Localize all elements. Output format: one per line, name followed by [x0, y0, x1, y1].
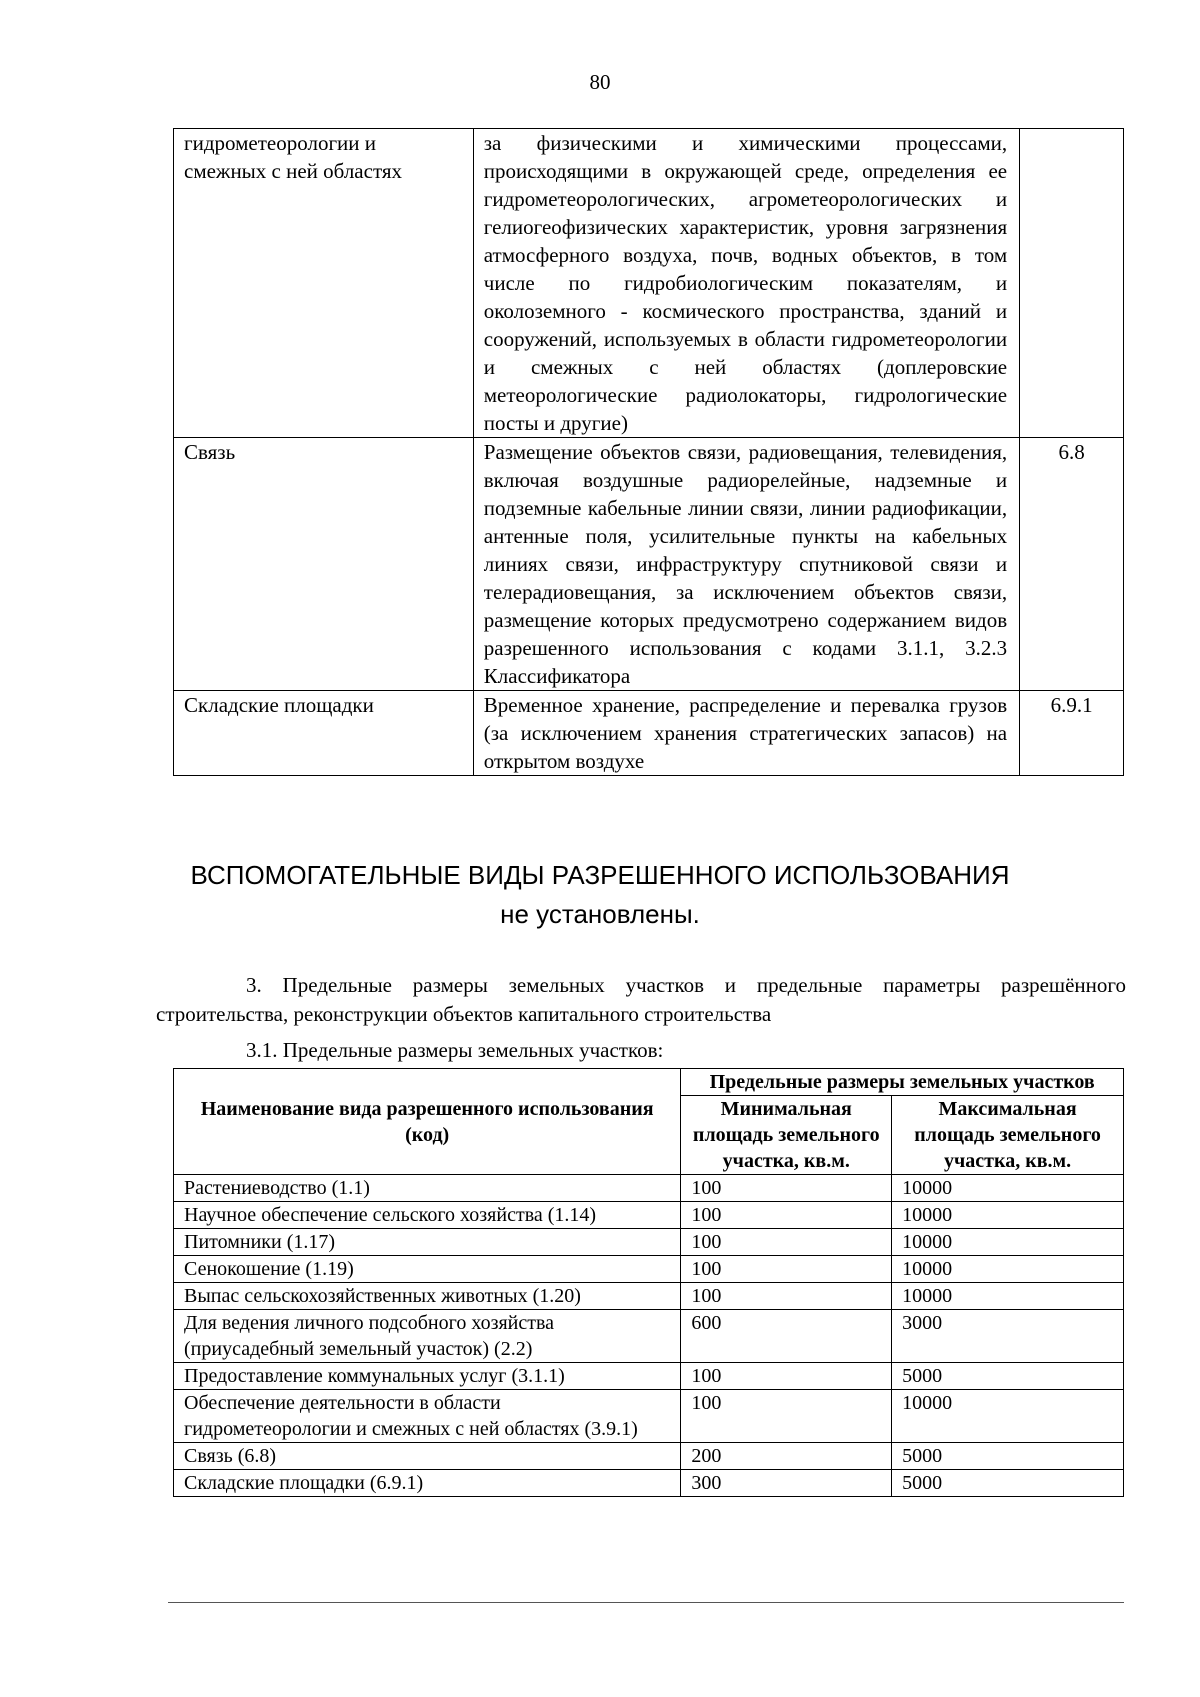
- header-use-name: Наименование вида разрешенного использования (код): [174, 1069, 681, 1175]
- use-description-cell: Временное хранение, распределение и перевалка грузов (за исключением хранения стратегических запасов) на открытом воздухе: [473, 691, 1019, 776]
- header-max-area: Максимальная площадь земельного участка, кв.м.: [892, 1096, 1124, 1175]
- use-code-cell: 6.9.1: [1020, 691, 1124, 776]
- row-max-area: 5000: [892, 1470, 1124, 1497]
- use-name-cell: Связь: [174, 438, 474, 691]
- table-row: [174, 1390, 1124, 1443]
- row-use-name: Связь (6.8): [174, 1443, 681, 1470]
- row-min-area: 100: [681, 1202, 892, 1229]
- row-min-area: 100: [681, 1229, 892, 1256]
- table-row: [174, 1229, 1124, 1256]
- header-plot-sizes-group: Предельные размеры земельных участков: [681, 1069, 1124, 1096]
- row-max-area: 5000: [892, 1443, 1124, 1470]
- row-min-area: 600: [681, 1310, 892, 1363]
- table-row: [174, 1443, 1124, 1470]
- row-min-area: 200: [681, 1443, 892, 1470]
- row-min-area: 100: [681, 1283, 892, 1310]
- table-row: [174, 438, 1124, 691]
- row-max-area: 10000: [892, 1202, 1124, 1229]
- row-max-area: 10000: [892, 1175, 1124, 1202]
- row-max-area: 5000: [892, 1363, 1124, 1390]
- paragraph-limits: 3. Предельные размеры земельных участков и предельные параметры разрешённого строительства, реконструкции объектов капитального строительства: [156, 973, 1126, 1026]
- row-max-area: 10000: [892, 1256, 1124, 1283]
- table-row: [174, 1310, 1124, 1363]
- row-use-name: Для ведения личного подсобного хозяйства (приусадебный земельный участок) (2.2): [174, 1310, 681, 1363]
- row-use-name: Обеспечение деятельности в области гидрометеорологии и смежных с ней областях (3.9.1): [174, 1390, 681, 1443]
- table-header-row: [174, 1069, 1124, 1096]
- row-use-name: Выпас сельскохозяйственных животных (1.20): [174, 1283, 681, 1310]
- row-use-name: Сенокошение (1.19): [174, 1256, 681, 1283]
- use-code-cell: [1020, 129, 1124, 438]
- use-description-cell: Размещение объектов связи, радиовещания, телевидения, включая воздушные радиорелейные, надземные и подземные кабельные линии связи, линии радиофикации, антенные поля, усилительные пункты на кабельных линиях связи, инфраструктуру спутниковой связи и телерадиовещания, за исключением объектов связи, размещение которых предусмотрено содержанием видов разрешенного использования с кодами 3.1.1, 3.2.3 Классификатора: [473, 438, 1019, 691]
- page-number: 80: [589, 70, 611, 94]
- table-row: [174, 691, 1124, 776]
- row-min-area: 100: [681, 1363, 892, 1390]
- table-row: [174, 1470, 1124, 1497]
- permitted-use-table: [173, 128, 1124, 776]
- row-max-area: 10000: [892, 1229, 1124, 1256]
- row-min-area: 300: [681, 1470, 892, 1497]
- section-heading-subtitle: не установлены.: [500, 899, 700, 929]
- row-use-name: Научное обеспечение сельского хозяйства (1.14): [174, 1202, 681, 1229]
- use-code-cell: 6.8: [1020, 438, 1124, 691]
- row-use-name: Питомники (1.17): [174, 1229, 681, 1256]
- table-row: [174, 129, 1124, 438]
- row-min-area: 100: [681, 1256, 892, 1283]
- section-heading: [0, 856, 1200, 934]
- section-heading-title: ВСПОМОГАТЕЛЬНЫЕ ВИДЫ РАЗРЕШЕННОГО ИСПОЛЬЗОВАНИЯ: [190, 860, 1010, 890]
- row-min-area: 100: [681, 1390, 892, 1443]
- row-max-area: 10000: [892, 1283, 1124, 1310]
- row-max-area: 3000: [892, 1310, 1124, 1363]
- use-name-cell: гидрометеорологии и смежных с ней областях: [174, 129, 474, 438]
- page-bottom-divider: [168, 1602, 1124, 1603]
- row-use-name: Предоставление коммунальных услуг (3.1.1): [174, 1363, 681, 1390]
- use-description-cell: за физическими и химическими процессами, происходящими в окружающей среде, определения ее гидрометеорологических, агрометеорологических и гелиогеофизических характеристик, уровня загрязнения атмосферного воздуха, почв, водных объектов, в том числе по гидробиологическим показателям, и околоземного - космического пространства, зданий и сооружений, используемых в области гидрометеорологии и смежных с ней областях (доплеровские метеорологические радиолокаторы, гидрологические посты и другие): [473, 129, 1019, 438]
- table-row: [174, 1363, 1124, 1390]
- table-row: [174, 1283, 1124, 1310]
- row-min-area: 100: [681, 1175, 892, 1202]
- row-use-name: Растениеводство (1.1): [174, 1175, 681, 1202]
- table-row: [174, 1202, 1124, 1229]
- header-min-area: Минимальная площадь земельного участка, кв.м.: [681, 1096, 892, 1175]
- row-use-name: Складские площадки (6.9.1): [174, 1470, 681, 1497]
- paragraph-plot-sizes: 3.1. Предельные размеры земельных участков:: [246, 1038, 664, 1062]
- plot-sizes-table: [173, 1068, 1124, 1497]
- table-row: [174, 1175, 1124, 1202]
- use-name-cell: Складские площадки: [174, 691, 474, 776]
- table-row: [174, 1256, 1124, 1283]
- row-max-area: 10000: [892, 1390, 1124, 1443]
